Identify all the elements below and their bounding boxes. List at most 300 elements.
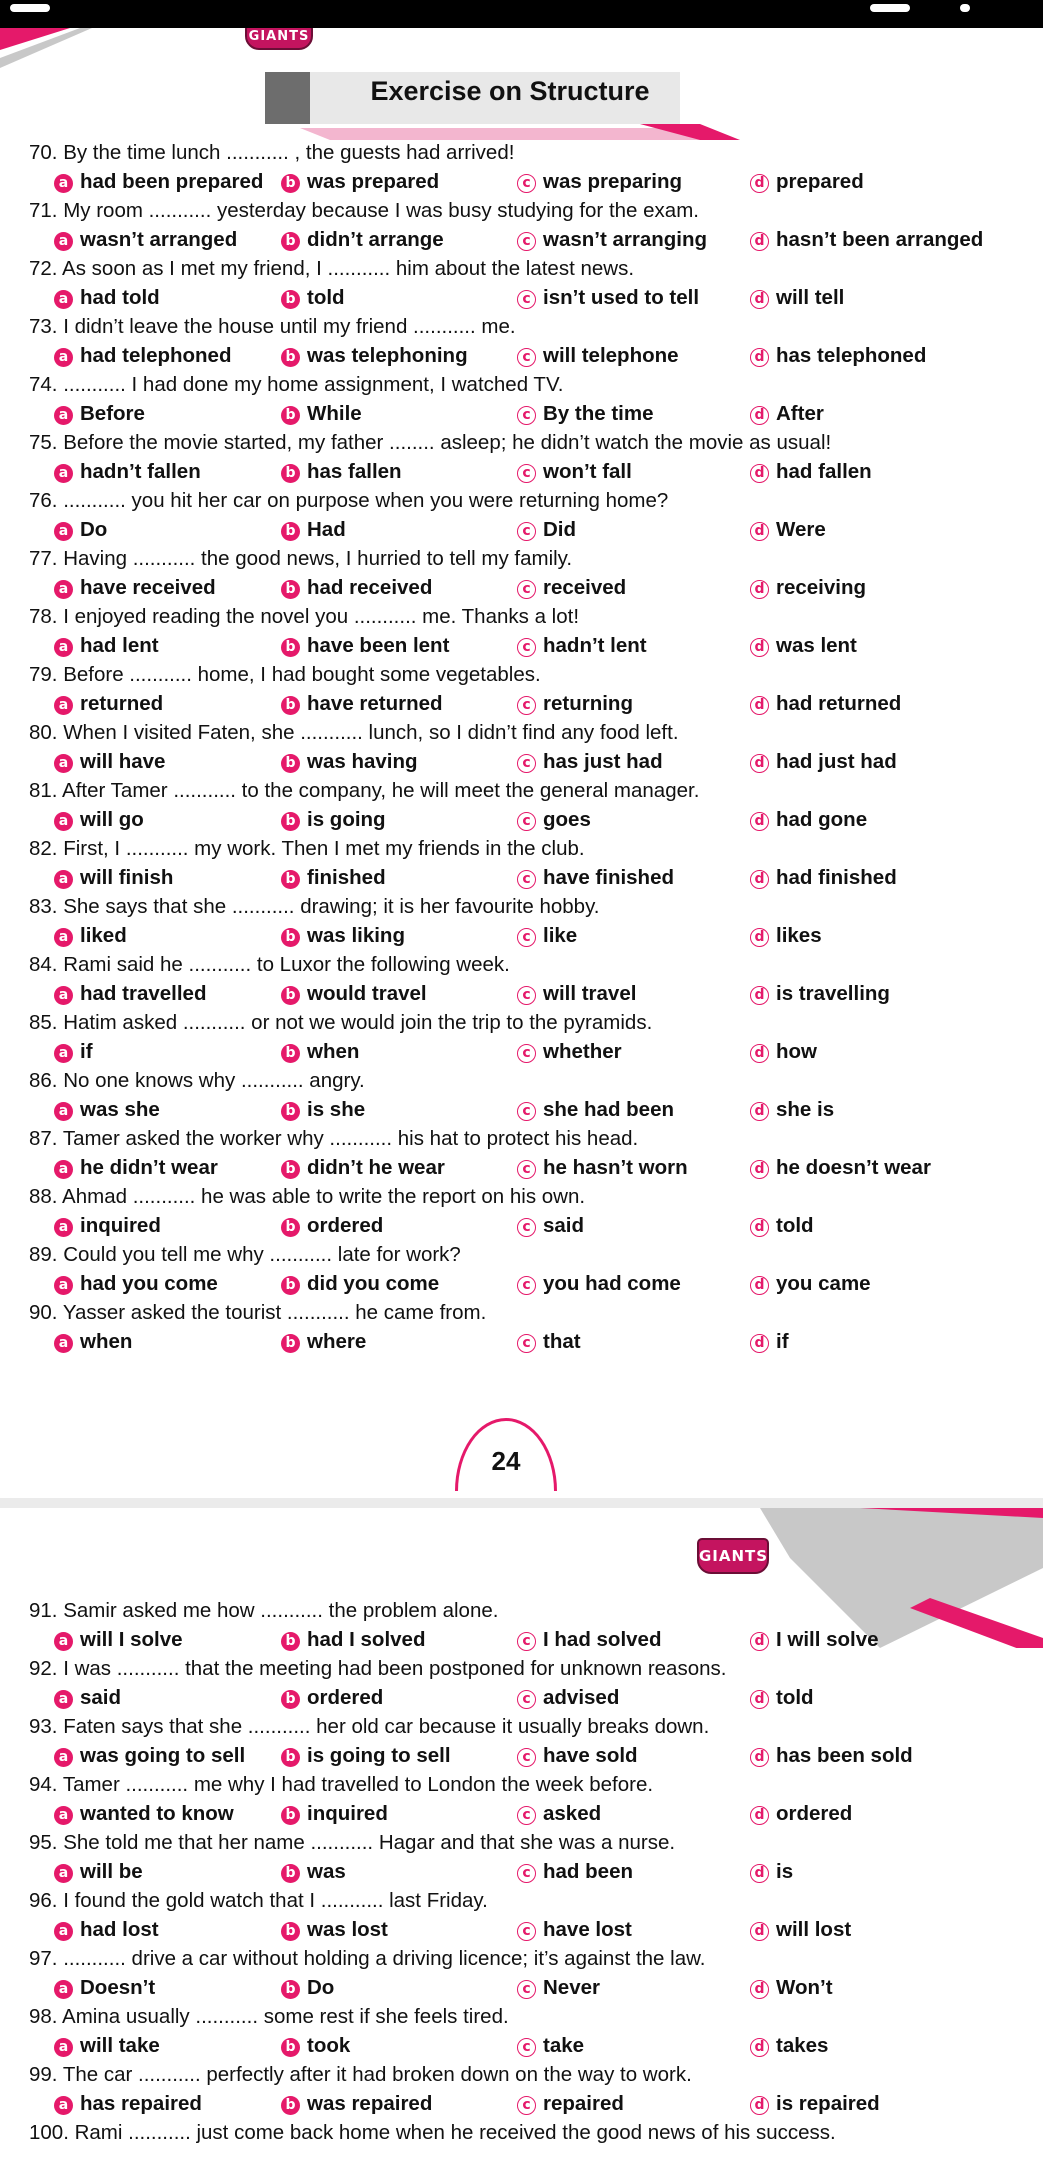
answer-option-c[interactable] (517, 1683, 619, 1712)
answer-option-c[interactable] (517, 747, 663, 776)
option-label: would travel (307, 982, 427, 1005)
answer-option-a[interactable] (54, 1327, 132, 1356)
question-item (0, 312, 927, 370)
answer-option-d[interactable] (750, 2089, 880, 2118)
answer-option-b[interactable] (281, 573, 432, 602)
option-label: Do (80, 518, 108, 541)
option-letter-badge: a (54, 522, 73, 541)
answer-option-b[interactable] (281, 747, 418, 776)
answer-option-b[interactable] (281, 225, 444, 254)
option-letter-badge: d (750, 928, 769, 947)
option-label: wasn’t arranged (80, 228, 238, 251)
option-letter-badge: c (517, 348, 536, 367)
answer-option-a[interactable] (54, 573, 216, 602)
option-label: will finish (80, 866, 174, 889)
answer-option-b[interactable] (281, 1857, 346, 1886)
option-label: said (80, 1686, 122, 1709)
option-label: didn’t arrange (307, 228, 444, 251)
option-label: Before (80, 402, 145, 425)
answer-option-d[interactable] (750, 1799, 852, 1828)
question-item (0, 1828, 836, 1886)
option-letter-badge: b (281, 232, 300, 251)
option-label: will telephone (543, 344, 679, 367)
answer-option-d[interactable] (750, 1211, 814, 1240)
option-label: was lent (776, 634, 857, 657)
answer-option-b[interactable] (281, 341, 468, 370)
answer-options (0, 1211, 831, 1240)
answer-option-b[interactable] (281, 1269, 439, 1298)
option-letter-badge: d (750, 1806, 769, 1825)
answer-option-d[interactable] (750, 515, 826, 544)
answer-option-b[interactable] (281, 457, 402, 486)
answer-option-a[interactable] (54, 1683, 121, 1712)
option-label: he didn’t wear (80, 1156, 218, 1179)
answer-option-d[interactable] (750, 1269, 871, 1298)
answer-option-a[interactable] (54, 1269, 218, 1298)
option-letter-badge: a (54, 986, 73, 1005)
question-item (0, 2002, 836, 2060)
answer-option-b[interactable] (281, 805, 386, 834)
answer-options (0, 1269, 871, 1298)
answer-options (0, 515, 831, 544)
option-letter-badge: b (281, 1864, 300, 1883)
answer-option-b[interactable] (281, 2031, 350, 2060)
answer-option-d[interactable] (750, 341, 926, 370)
option-letter-badge: a (54, 1044, 73, 1063)
answer-option-b[interactable] (281, 1799, 388, 1828)
answer-option-d[interactable] (750, 1741, 913, 1770)
answer-option-b[interactable] (281, 1211, 383, 1240)
question-text: 76. ........... you hit her car on purpose when you were returning home? (29, 489, 669, 512)
answer-option-c[interactable] (517, 283, 699, 312)
answer-option-d[interactable] (750, 283, 844, 312)
answer-option-c[interactable] (517, 979, 636, 1008)
option-letter-badge: c (517, 696, 536, 715)
answer-option-a[interactable] (54, 515, 107, 544)
answer-option-d[interactable] (750, 747, 897, 776)
answer-option-a[interactable] (54, 399, 145, 428)
answer-option-a[interactable] (54, 1973, 155, 2002)
question-text: 84. Rami said he ........... to Luxor the following week. (29, 953, 510, 976)
option-label: have sold (543, 1744, 638, 1767)
answer-option-c[interactable] (517, 1625, 661, 1654)
option-letter-badge: a (54, 2096, 73, 2115)
answer-option-a[interactable] (54, 2031, 160, 2060)
answer-options (0, 573, 867, 602)
option-letter-badge: a (54, 1748, 73, 1767)
answer-option-a[interactable] (54, 805, 144, 834)
option-letter-badge: b (281, 348, 300, 367)
option-label: have received (80, 576, 216, 599)
option-letter-badge: a (54, 638, 73, 657)
answer-option-a[interactable] (54, 1095, 160, 1124)
option-label: Were (776, 518, 826, 541)
answer-option-d[interactable] (750, 1327, 789, 1356)
question-text: 87. Tamer asked the worker why ........... his hat to protect his head. (29, 1127, 639, 1150)
option-label: has just had (543, 750, 663, 773)
option-label: will go (80, 808, 144, 831)
answer-option-d[interactable] (750, 1915, 851, 1944)
answer-option-b[interactable] (281, 283, 345, 312)
option-letter-badge: a (54, 870, 73, 889)
option-letter-badge: c (517, 1160, 536, 1179)
answer-option-a[interactable] (54, 341, 231, 370)
answer-option-a[interactable] (54, 1037, 93, 1066)
option-letter-badge: a (54, 1806, 73, 1825)
option-label: advised (543, 1686, 620, 1709)
option-letter-badge: b (281, 1748, 300, 1767)
option-letter-badge: b (281, 696, 300, 715)
option-letter-badge: a (54, 812, 73, 831)
giants-logo-small: GIANTS (697, 1538, 769, 1574)
answer-option-d[interactable] (750, 399, 824, 428)
answer-option-a[interactable] (54, 631, 159, 660)
question-item (0, 1770, 853, 1828)
option-letter-badge: c (517, 1690, 536, 1709)
answer-options (0, 399, 831, 428)
option-letter-badge: d (750, 1044, 769, 1063)
option-letter-badge: d (750, 1690, 769, 1709)
answer-option-c[interactable] (517, 1741, 638, 1770)
option-label: will be (80, 1860, 143, 1883)
option-label: was (307, 1860, 346, 1883)
answer-options (0, 1327, 831, 1356)
answer-option-b[interactable] (281, 1625, 425, 1654)
option-letter-badge: d (750, 290, 769, 309)
answer-option-b[interactable] (281, 1683, 383, 1712)
answer-options (0, 457, 872, 486)
option-label: is she (307, 1098, 366, 1121)
answer-option-a[interactable] (54, 979, 206, 1008)
option-label: you came (776, 1272, 871, 1295)
answer-option-b[interactable] (281, 921, 405, 950)
option-label: told (307, 286, 345, 309)
option-label: have finished (543, 866, 675, 889)
answer-option-c[interactable] (517, 1211, 584, 1240)
giants-logo: GIANTS (245, 28, 313, 50)
answer-option-a[interactable] (54, 2089, 202, 2118)
option-label: if (80, 1040, 93, 1063)
option-letter-badge: a (54, 1690, 73, 1709)
option-letter-badge: a (54, 174, 73, 193)
option-label: receiving (776, 576, 867, 599)
answer-option-a[interactable] (54, 1211, 161, 1240)
option-label: took (307, 2034, 351, 2057)
option-letter-badge: c (517, 1748, 536, 1767)
option-label: had gone (776, 808, 868, 831)
answer-option-c[interactable] (517, 457, 632, 486)
question-text: 80. When I visited Faten, she ........... lunch, so I didn’t find any food left. (29, 721, 679, 744)
answer-option-b[interactable] (281, 631, 449, 660)
answer-option-c[interactable] (517, 399, 654, 428)
option-label: that (543, 1330, 581, 1353)
option-letter-badge: c (517, 464, 536, 483)
option-label: returning (543, 692, 633, 715)
question-text: 71. My room ........... yesterday because I was busy studying for the exam. (29, 199, 699, 222)
option-label: was repaired (307, 2092, 433, 2115)
question-item (0, 660, 902, 718)
answer-option-d[interactable] (750, 1095, 834, 1124)
question-text: 92. I was ........... that the meeting had been postponed for unknown reasons. (29, 1657, 727, 1680)
answer-option-c[interactable] (517, 863, 674, 892)
option-label: Do (307, 1976, 335, 1999)
answer-option-c[interactable] (517, 1095, 674, 1124)
answer-option-d[interactable] (750, 1625, 879, 1654)
answer-options (0, 1037, 831, 1066)
option-label: like (543, 924, 578, 947)
answer-option-a[interactable] (54, 689, 163, 718)
option-letter-badge: b (281, 928, 300, 947)
option-label: how (776, 1040, 817, 1063)
answer-option-c[interactable] (517, 2089, 624, 2118)
answer-option-a[interactable] (54, 863, 173, 892)
answer-options (0, 863, 897, 892)
option-letter-badge: b (281, 174, 300, 193)
option-label: she is (776, 1098, 835, 1121)
option-label: if (776, 1330, 789, 1353)
option-label: will lost (776, 1918, 852, 1941)
option-label: inquired (307, 1802, 388, 1825)
answer-option-b[interactable] (281, 167, 439, 196)
option-label: said (543, 1214, 585, 1237)
option-letter-badge: b (281, 522, 300, 541)
answer-option-a[interactable] (54, 921, 127, 950)
option-letter-badge: c (517, 406, 536, 425)
option-label: had telephoned (80, 344, 232, 367)
answer-option-a[interactable] (54, 1625, 183, 1654)
answer-options (0, 283, 845, 312)
option-letter-badge: b (281, 754, 300, 773)
option-label: have lost (543, 1918, 632, 1941)
answer-option-b[interactable] (281, 1095, 365, 1124)
answer-options (0, 1799, 853, 1828)
answer-option-c[interactable] (517, 1857, 633, 1886)
option-letter-badge: c (517, 1334, 536, 1353)
answer-option-d[interactable] (750, 863, 897, 892)
answer-option-a[interactable] (54, 457, 201, 486)
worksheet-page-1 (0, 28, 1043, 1498)
option-label: is (776, 1860, 794, 1883)
option-label: had fallen (776, 460, 872, 483)
option-letter-badge: b (281, 870, 300, 889)
option-label: when (80, 1330, 133, 1353)
answer-option-b[interactable] (281, 1973, 334, 2002)
option-letter-badge: a (54, 1864, 73, 1883)
option-label: ordered (307, 1214, 384, 1237)
answer-option-d[interactable] (750, 1683, 814, 1712)
option-letter-badge: c (517, 1864, 536, 1883)
option-label: had lost (80, 1918, 159, 1941)
option-label: goes (543, 808, 591, 831)
question-item (0, 196, 984, 254)
option-letter-badge: c (517, 1922, 536, 1941)
option-letter-badge: a (54, 928, 73, 947)
option-letter-badge: d (750, 2096, 769, 2115)
option-label: is going (307, 808, 386, 831)
option-letter-badge: a (54, 464, 73, 483)
option-label: was having (307, 750, 418, 773)
option-label: had I solved (307, 1628, 426, 1651)
answer-option-d[interactable] (750, 1857, 793, 1886)
option-label: asked (543, 1802, 602, 1825)
answer-option-c[interactable] (517, 341, 679, 370)
option-letter-badge: b (281, 1690, 300, 1709)
question-item (0, 1124, 931, 1182)
answer-option-a[interactable] (54, 1915, 159, 1944)
answer-options (0, 1915, 852, 1944)
option-letter-badge: c (517, 928, 536, 947)
answer-option-c[interactable] (517, 1037, 622, 1066)
option-letter-badge: a (54, 1218, 73, 1237)
answer-option-d[interactable] (750, 1153, 931, 1182)
option-letter-badge: b (281, 2096, 300, 2115)
question-text: 79. Before ........... home, I had bought some vegetables. (29, 663, 541, 686)
answer-option-d[interactable] (750, 573, 866, 602)
option-label: By the time (543, 402, 654, 425)
answer-option-b[interactable] (281, 1915, 388, 1944)
option-label: had received (307, 576, 433, 599)
option-label: takes (776, 2034, 829, 2057)
option-label: whether (543, 1040, 622, 1063)
answer-option-d[interactable] (750, 979, 890, 1008)
answer-option-c[interactable] (517, 631, 647, 660)
answer-option-a[interactable] (54, 225, 237, 254)
answer-option-c[interactable] (517, 1799, 601, 1828)
option-letter-badge: a (54, 1276, 73, 1295)
answer-option-b[interactable] (281, 1153, 445, 1182)
option-label: is repaired (776, 2092, 880, 2115)
answer-option-d[interactable] (750, 689, 901, 718)
answer-option-b[interactable] (281, 1327, 366, 1356)
option-letter-badge: b (281, 1980, 300, 1999)
option-letter-badge: c (517, 1806, 536, 1825)
question-text: 73. I didn’t leave the house until my friend ........... me. (29, 315, 516, 338)
answer-option-a[interactable] (54, 1857, 143, 1886)
question-text: 94. Tamer ........... me why I had travelled to London the week before. (29, 1773, 654, 1796)
option-letter-badge: c (517, 812, 536, 831)
answer-option-c[interactable] (517, 167, 682, 196)
option-letter-badge: d (750, 638, 769, 657)
answer-option-a[interactable] (54, 283, 160, 312)
option-label: had finished (776, 866, 897, 889)
answer-option-c[interactable] (517, 689, 633, 718)
answer-option-c[interactable] (517, 225, 707, 254)
option-label: had been prepared (80, 170, 264, 193)
question-item (0, 1886, 852, 1944)
answer-option-b[interactable] (281, 399, 362, 428)
question-text: 78. I enjoyed reading the novel you ........... me. Thanks a lot! (29, 605, 580, 628)
option-label: has telephoned (776, 344, 927, 367)
answer-option-a[interactable] (54, 1799, 234, 1828)
option-label: had just had (776, 750, 897, 773)
answer-option-d[interactable] (750, 1973, 833, 2002)
answer-option-d[interactable] (750, 2031, 828, 2060)
answer-option-a[interactable] (54, 747, 165, 776)
question-text: 85. Hatim asked ........... or not we would join the trip to the pyramids. (29, 1011, 653, 1034)
option-letter-badge: b (281, 1276, 300, 1295)
option-label: ordered (776, 1802, 853, 1825)
answer-options (0, 747, 897, 776)
answer-option-d[interactable] (750, 1037, 817, 1066)
question-item (0, 1654, 836, 1712)
answer-option-c[interactable] (517, 1327, 581, 1356)
option-letter-badge: c (517, 1218, 536, 1237)
answer-option-c[interactable] (517, 1153, 688, 1182)
answer-option-b[interactable] (281, 1037, 359, 1066)
answer-option-b[interactable] (281, 689, 443, 718)
question-text: 74. ........... I had done my home assignment, I watched TV. (29, 373, 564, 396)
question-item (0, 892, 831, 950)
answer-option-c[interactable] (517, 1269, 681, 1298)
answer-option-c[interactable] (517, 1915, 632, 1944)
question-text: 95. She told me that her name ........... Hagar and that she was a nurse. (29, 1831, 676, 1854)
option-label: Won’t (776, 1976, 833, 1999)
answer-option-b[interactable] (281, 863, 386, 892)
option-letter-badge: d (750, 174, 769, 193)
answer-option-c[interactable] (517, 921, 577, 950)
answer-options (0, 805, 868, 834)
answer-option-d[interactable] (750, 457, 872, 486)
answer-option-b[interactable] (281, 1741, 451, 1770)
option-letter-badge: c (517, 754, 536, 773)
answer-option-b[interactable] (281, 2089, 432, 2118)
option-letter-badge: b (281, 1806, 300, 1825)
answer-options (0, 1683, 836, 1712)
option-label: Had (307, 518, 346, 541)
option-letter-badge: a (54, 580, 73, 599)
answer-option-a[interactable] (54, 1153, 218, 1182)
question-text: 83. She says that she ........... drawing; it is her favourite hobby. (29, 895, 600, 918)
answer-option-c[interactable] (517, 1973, 600, 2002)
option-label: will travel (543, 982, 637, 1005)
option-label: repaired (543, 2092, 624, 2115)
answer-option-b[interactable] (281, 515, 346, 544)
answer-option-b[interactable] (281, 979, 427, 1008)
answer-option-c[interactable] (517, 2031, 584, 2060)
answer-options (0, 921, 831, 950)
answer-option-d[interactable] (750, 225, 983, 254)
answer-option-c[interactable] (517, 805, 591, 834)
option-letter-badge: b (281, 2038, 300, 2057)
option-letter-badge: d (750, 1980, 769, 1999)
option-letter-badge: d (750, 986, 769, 1005)
option-label: returned (80, 692, 164, 715)
option-letter-badge: a (54, 2038, 73, 2057)
question-text: 91. Samir asked me how ........... the problem alone. (29, 1599, 499, 1622)
option-label: isn’t used to tell (543, 286, 700, 309)
option-letter-badge: c (517, 1276, 536, 1295)
option-letter-badge: d (750, 754, 769, 773)
answer-options (0, 631, 857, 660)
answer-option-d[interactable] (750, 167, 864, 196)
question-item (0, 2118, 836, 2176)
answer-option-a[interactable] (54, 1741, 245, 1770)
answer-option-a[interactable] (54, 167, 263, 196)
answer-option-c[interactable] (517, 573, 626, 602)
answer-option-d[interactable] (750, 921, 822, 950)
option-letter-badge: d (750, 580, 769, 599)
answer-option-d[interactable] (750, 631, 857, 660)
option-letter-badge: a (54, 1334, 73, 1353)
answer-option-d[interactable] (750, 805, 867, 834)
answer-options (0, 225, 984, 254)
option-letter-badge: b (281, 638, 300, 657)
answer-option-c[interactable] (517, 515, 576, 544)
question-text: 97. ........... drive a car without holding a driving licence; it’s against the law. (29, 1947, 706, 1970)
option-letter-badge: d (750, 232, 769, 251)
answer-options (0, 167, 864, 196)
option-label: was she (80, 1098, 160, 1121)
